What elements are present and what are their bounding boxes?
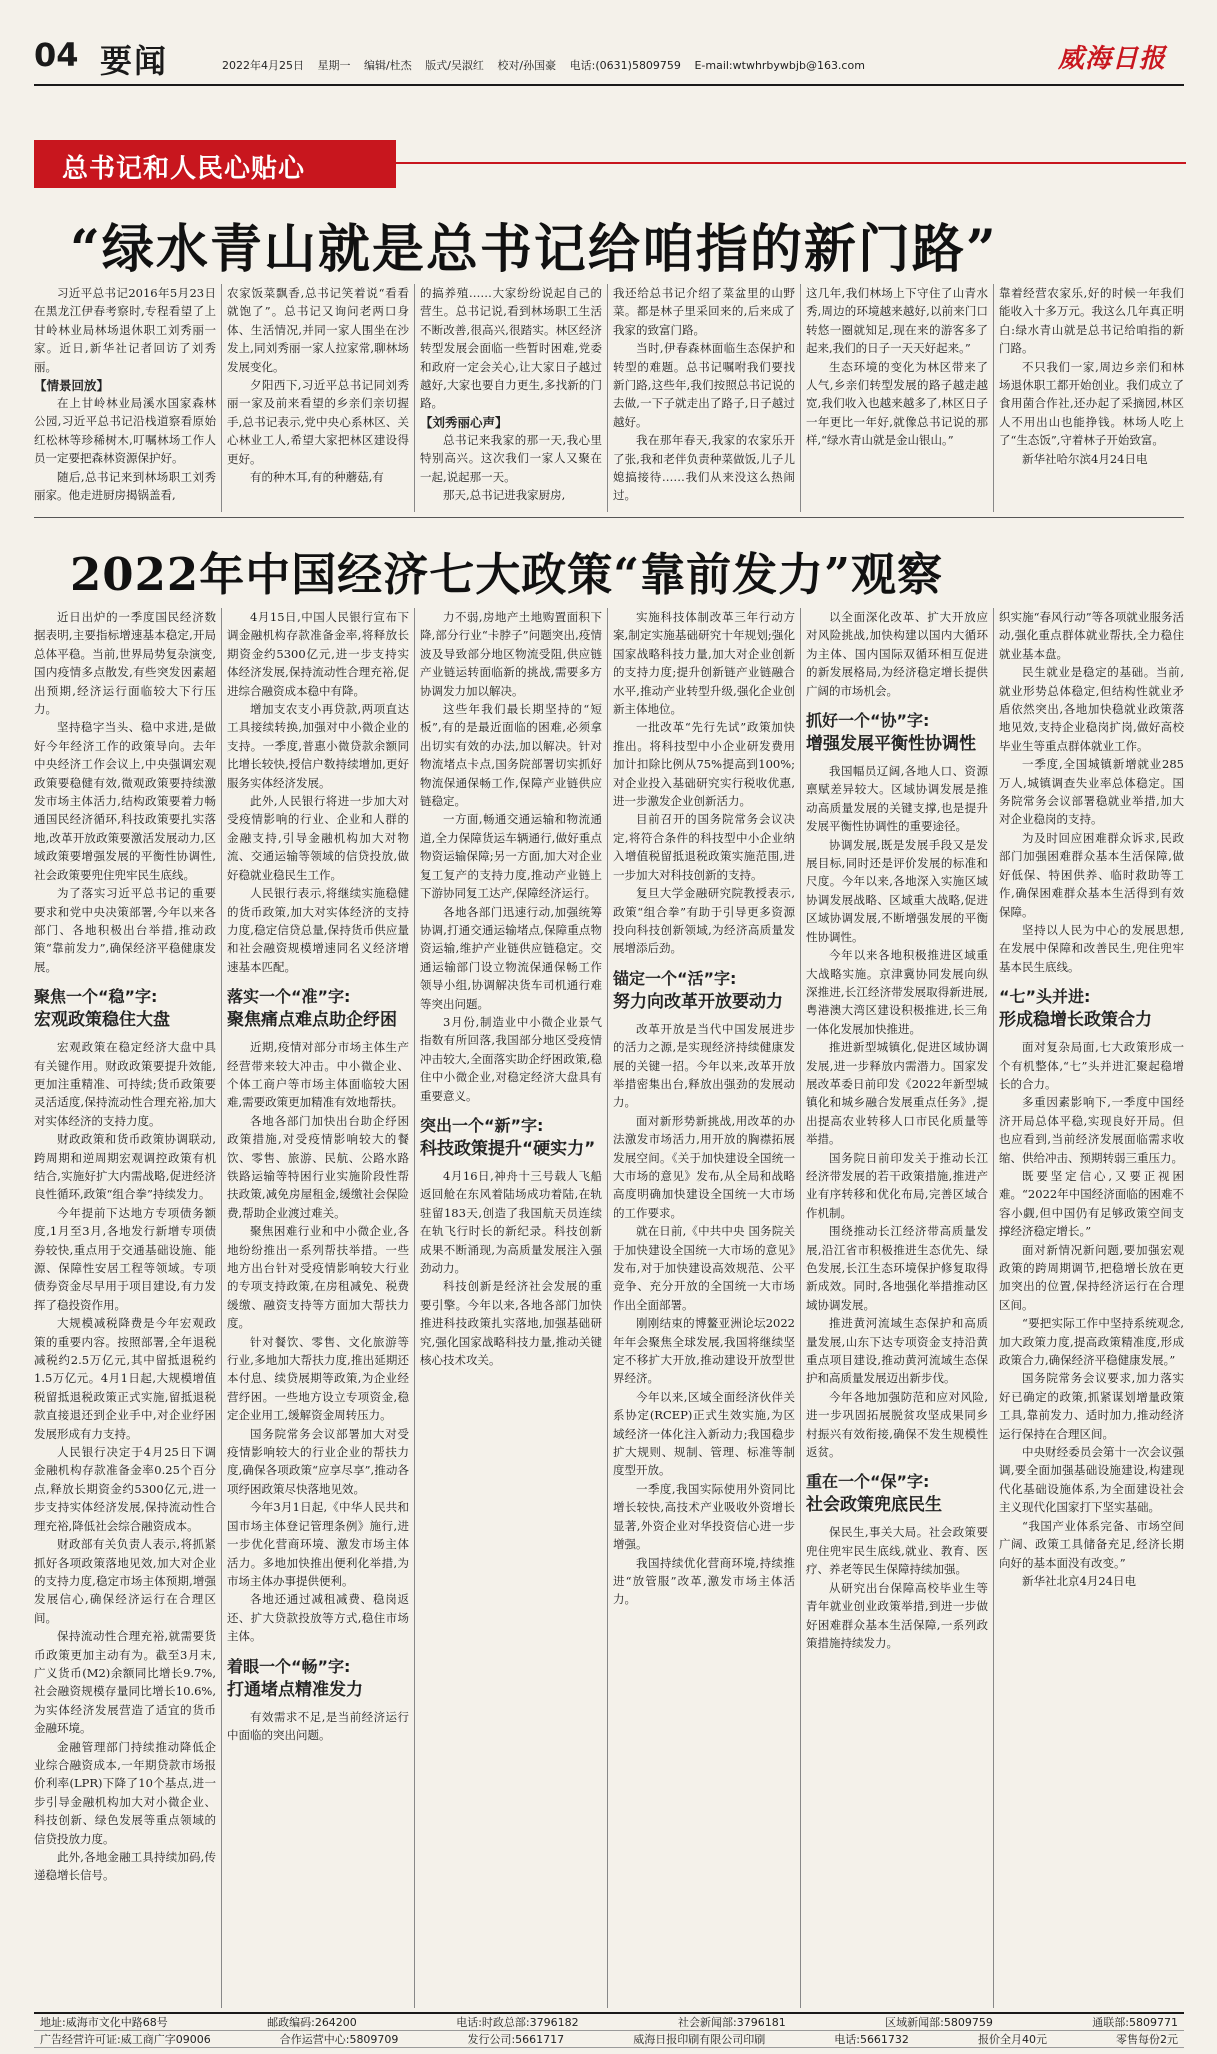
- story2-column-1: [34, 608, 216, 2008]
- footer-phone-region: 区域新闻部:5809759: [885, 2016, 993, 2029]
- email: E-mail:wtwhrbywbjb@163.com: [694, 59, 865, 72]
- footer-phone-society: 社会新闻部:3796181: [678, 2016, 786, 2029]
- paragraph: 财政政策和货币政策协调联动,跨周期和逆周期宏观调控政策有机结合,实施好扩大内需战略,促进经济良性循环,政策“组合拳”持续发力。: [34, 1132, 216, 1202]
- editor: 编辑/杜杰: [364, 59, 412, 72]
- story2-headline: 2022年中国经济七大政策“靠前发力”观察: [70, 548, 944, 601]
- paragraph: 一批改革“先行先试”政策加快推出。将科技型中小企业研发费用加计扣除比例从75%提高到100%;对企业投入基础研究实行税收优惠,进一步激发企业创新活力。: [613, 720, 795, 809]
- column-banner: 总书记和人民心贴心: [34, 140, 396, 188]
- paragraph: 目前召开的国务院常务会议决定,将符合条件的科技型中小企业纳入增值税留抵退税政策实施范围,进一步加大对科技创新的支持。: [613, 812, 795, 882]
- column-rule: [414, 284, 415, 512]
- section-heading: [420, 1115, 602, 1161]
- section-heading-kicker: 抓好一个“协”字:: [806, 711, 930, 731]
- paragraph: 在上甘岭林业局溪水国家森林公园,习近平总书记沿栈道察看原始红松林等珍稀树木,叮嘱林场工作人员一定要把森林资源保护好。: [34, 396, 216, 466]
- paragraph: 今年提前下达地方专项债务额度,1月至3月,各地发行新增专项债券较快,重点用于交通基础设施、能源、保障性安居工程等领域。专项债券资金尽早用于项目建设,有力发挥了稳投资作用。: [34, 1205, 216, 1312]
- section-heading-kicker: 落实一个“准”字:: [227, 987, 351, 1007]
- paragraph: 近期,疫情对部分市场主体生产经营带来较大冲击。中小微企业、个体工商户等市场主体面临较大困难,需要政策更加精准有效地帮扶。: [227, 1040, 409, 1110]
- column-rule: [607, 284, 608, 512]
- paragraph: 有效需求不足,是当前经济运行中面临的突出问题。: [227, 1709, 409, 1742]
- paragraph: 中央财经委员会第十一次会议强调,要全面加强基础设施建设,构建现代化基础设施体系,为全面建设社会主义现代化国家打下坚实基础。: [999, 1445, 1184, 1515]
- paragraph: 为了落实习近平总书记的重要要求和党中央决策部署,今年以来各部门、各地积极出台举措,推动政策“靠前发力”,确保经济平稳健康发展。: [34, 886, 216, 974]
- paragraph: “要把实际工作中坚持系统观念,加大政策力度,提高政策精准度,形成政策合力,确保经济平稳健康发展。”: [999, 1316, 1184, 1368]
- paragraph: 习近平总书记2016年5月23日在黑龙江伊春考察时,专程看望了上甘岭林业局林场退休职工刘秀丽一家。近日,新华社记者回访了刘秀丽。: [34, 286, 216, 374]
- paragraph: 当时,伊春森林面临生态保护和转型的难题。总书记嘱咐我们要找新门路,这些年,我们按照总书记说的去做,一下子就走出了路子,日子越过越好。: [613, 341, 795, 429]
- section-heading-title: 聚焦痛点难点助企纾困: [227, 1010, 397, 1031]
- masthead-rule: [34, 84, 1184, 86]
- section-heading-kicker: 重在一个“保”字:: [806, 1472, 930, 1492]
- section-heading: [613, 968, 795, 1014]
- paragraph: 4月15日,中国人民银行宣布下调金融机构存款准备金率,将释放长期资金约5300亿元,进一步支持实体经济发展,保持流动性合理充裕,促进综合融资成本稳中有降。: [227, 610, 409, 698]
- section-heading: [806, 1471, 988, 1517]
- footer-distribution: 发行公司:5661717: [467, 2033, 565, 2046]
- column-rule: [221, 284, 222, 512]
- story2-column-4: [613, 608, 795, 2008]
- paragraph: 有的种木耳,有的种蘑菇,有: [250, 470, 384, 485]
- paragraph: 大规模减税降费是今年宏观政策的重要内容。按照部署,全年退税减税约2.5万亿元,其中留抵退税约1.5万亿元。4月1日起,大规模增值税留抵退税政策正式实施,留抵退税款直接退还到企业手中,对企业纾困发展形成有力支持。: [34, 1316, 216, 1441]
- footer-row-1: [34, 2014, 1184, 2031]
- paragraph: 国务院常务会议部署加大对受疫情影响较大的行业企业的帮扶力度,确保各项政策“应享尽享”,推动各项纾困政策尽快落地见效。: [227, 1426, 409, 1496]
- proofreader: 校对/孙国豪: [497, 59, 557, 72]
- paragraph: 民生就业是稳定的基础。当前,就业形势总体稳定,但结构性就业矛盾依然突出,各地加快稳就业政策落地见效,支持企业稳岗扩岗,做好高校毕业生等重点群体就业工作。: [999, 665, 1184, 753]
- story2-column-6: [999, 608, 1184, 2008]
- page-number: 04: [34, 36, 79, 74]
- section-heading: [34, 986, 216, 1032]
- footer-phone-liaison: 通联部:5809771: [1092, 2016, 1178, 2029]
- column-rule: [993, 608, 994, 2008]
- paragraph: 各地各部门迅速行动,加强统筹协调,打通交通运输堵点,保障重点物资运输,维护产业链供应链稳定。交通运输部门设立物流保通保畅工作领导小组,协调解决货车司机通行难等突出问题。: [420, 904, 602, 1011]
- paragraph: 我国持续优化营商环境,持续推进“放管服”改革,激发市场主体活力。: [613, 1555, 795, 1607]
- weekday: 星期一: [317, 59, 351, 72]
- issue-date: 2022年4月25日: [222, 59, 304, 72]
- paragraph: 坚持稳字当头、稳中求进,是做好今年经济工作的政策导向。去年中央经济工作会议上,中央强调宏观政策要稳健有效,微观政策要持续激发市场主体活力,结构政策要着力畅通国民经济循环,科技政策要扎实落地,改革开放政策要激活发展动力,区域政策要增强发展的平衡性协调性,社会政策要兜住兜牢民生底线。: [34, 720, 216, 882]
- paragraph: 聚焦困难行业和中小微企业,各地纷纷推出一系列帮扶举措。一些地方出台针对受疫情影响较大行业的专项支持政策,在房租减免、税费缓缴、融资支持等方面加大帮扶力度。: [227, 1224, 409, 1331]
- column-rule: [414, 608, 415, 2008]
- paragraph: 近日出炉的一季度国民经济数据表明,主要指标增速基本稳定,开局总体平稳。当前,世界局势复杂演变,国内疫情多点散发,有些突发因素超出预期,经济运行面临较大下行压力。: [34, 610, 216, 717]
- column-rule: [800, 608, 801, 2008]
- story1-column-1: [34, 284, 216, 512]
- paragraph: 增加支农支小再贷款,两项直达工具接续转换,加强对中小微企业的支持。一季度,普惠小微贷款余额同比增长较快,授信户数持续增加,更好服务实体经济发展。: [227, 702, 409, 790]
- section-heading-kicker: 锚定一个“活”字:: [613, 968, 737, 988]
- section-heading-kicker: 聚焦一个“稳”字:: [34, 987, 158, 1007]
- section-heading-title: 努力向改革开放要动力: [613, 991, 783, 1012]
- banner-rule: [396, 162, 1186, 164]
- footer-row-2: [34, 2031, 1184, 2048]
- column-rule: [993, 284, 994, 512]
- footer-printer: 威海日报印刷有限公司印刷: [633, 2033, 766, 2046]
- paragraph: 财政部有关负责人表示,将抓紧抓好各项政策落地见效,加大对企业的支持力度,稳定市场主体预期,增强发展信心,确保经济运行在合理区间。: [34, 1537, 216, 1625]
- paragraph: 力不弱,房地产土地购置面积下降,部分行业“卡脖子”问题突出,疫情波及导致部分地区物流受阻,供应链产业链运转面临新的挑战,需要多方协调发力加以解决。: [420, 610, 602, 698]
- paragraph: 各地还通过减租减费、稳岗返还、扩大贷款投放等方式,稳住市场主体。: [227, 1592, 409, 1644]
- footer-postcode: 邮政编码:264200: [267, 2016, 357, 2029]
- paragraph: 今年以来,区域全面经济伙伴关系协定(RCEP)正式生效实施,为区域经济一体化注入新动力;我国稳步扩大规则、规制、管理、标准等制度型开放。: [613, 1389, 795, 1478]
- paragraph: 这几年,我们林场上下守住了山青水秀,周边的环境越来越好,以前来门口转悠一圈就知足,现在来的游客多了起来,我们的日子一天天好起来。”: [806, 286, 988, 356]
- paragraph: “我国产业体系完备、市场空间广阔、政策工具储备充足,经济长期向好的基本面没有改变。”: [999, 1518, 1184, 1570]
- paragraph: 此外,人民银行将进一步加大对受疫情影响的行业、企业和人群的金融支持,引导金融机构加大对物流、交通运输等领域的信贷投放,做好稳就业稳民生工作。: [227, 794, 409, 882]
- paragraph: 复旦大学金融研究院教授表示,政策“组合拳”有助于引导更多资源投向科技创新领域,为经济高质量发展增添后劲。: [613, 886, 795, 956]
- footer-printer-phone: 电话:5661732: [834, 2033, 909, 2046]
- masthead-info: [222, 57, 875, 73]
- newspaper-logo: 威海日报: [1058, 44, 1167, 74]
- paragraph: 我还给总书记介绍了菜盆里的山野菜。都是林子里采回来的,后来成了我家的致富门路。: [613, 286, 795, 337]
- section-heading-kicker: 着眼一个“畅”字:: [227, 1656, 351, 1676]
- paragraph: 以全面深化改革、扩大开放应对风险挑战,加快构建以国内大循环为主体、国内国际双循环相互促进的新发展格局,为经济稳定增长提供广阔的市场机会。: [806, 610, 988, 698]
- paragraph: 一季度,全国城镇新增就业285万人,城镇调查失业率总体稳定。国务院常务会议部署稳就业举措,加大对企业稳岗的支持。: [999, 757, 1184, 827]
- paragraph: 今年3月1日起,《中华人民共和国市场主体登记管理条例》施行,进一步优化营商环境、激发市场主体活力。多地加快推出便利化举措,为市场主体办事提供便利。: [227, 1500, 409, 1588]
- paragraph: 总书记来我家的那一天,我心里特别高兴。这次我们一家人又聚在一起,说起那一天。: [420, 432, 602, 484]
- paragraph: 国务院常务会议要求,加力落实好已确定的政策,抓紧谋划增量政策工具,靠前发力、适时加力,推动经济运行保持在合理区间。: [999, 1371, 1184, 1441]
- masthead: [0, 0, 1217, 92]
- paragraph: 人民银行表示,将继续实施稳健的货币政策,加大对实体经济的支持力度,稳定信贷总量,保持货币供应量和社会融资规模增速同名义经济增速基本匹配。: [227, 886, 409, 974]
- paragraph: 就在日前,《中共中央 国务院关于加快建设全国统一大市场的意见》发布,对于加快建设高效规范、公平竞争、充分开放的全国统一大市场作出全面部署。: [613, 1224, 795, 1312]
- story1-column-3: [420, 284, 602, 512]
- paragraph: 织实施“春风行动”等各项就业服务活动,强化重点群体就业帮扶,全力稳住就业基本盘。: [999, 610, 1184, 661]
- section-heading-title: 社会政策兜底民生: [806, 1495, 942, 1516]
- paragraph: 4月16日,神舟十三号载人飞船返回舱在东风着陆场成功着陆,在轨驻留183天,创造了我国航天员连续在轨飞行时长的新纪录。科技创新成果不断涌现,为高质量发展注入强劲动力。: [420, 1168, 602, 1275]
- paragraph: 改革开放是当代中国发展进步的活力之源,是实现经济持续健康发展的关键一招。今年以来,改革开放举措密集出台,释放出强劲的发展动力。: [613, 1021, 795, 1110]
- section-heading-title: 形成稳增长政策合力: [999, 1010, 1152, 1031]
- story2-column-2: [227, 608, 409, 2008]
- paragraph: 人民银行决定于4月25日下调金融机构存款准备金率0.25个百分点,释放长期资金约5300亿元,进一步支持实体经济发展,保持流动性合理充裕,降低社会综合融资成本。: [34, 1445, 216, 1533]
- paragraph: 针对餐饮、零售、文化旅游等行业,多地加大帮扶力度,推出延期还本付息、续贷展期等政策,为企业经营纾困。一些地方设立专项资金,稳定企业用工,缓解资金周转压力。: [227, 1334, 409, 1423]
- paragraph: 多重因素影响下,一季度中国经济开局总体平稳,实现良好开局。但也应看到,当前经济发展面临需求收缩、供给冲击、预期转弱三重压力。: [999, 1095, 1184, 1165]
- paragraph: 一方面,畅通交通运输和物流通道,全力保障货运车辆通行,做好重点物资运输保障;另一方面,加大对企业复工复产的支持力度,推动产业链上下游协同复工达产,保障经济运行。: [420, 812, 602, 901]
- paragraph: 新华社北京4月24日电: [1022, 1573, 1136, 1588]
- footer-monthly-price: 报价全月40元: [977, 2033, 1047, 2046]
- column-rule: [607, 608, 608, 2008]
- story1-headline: “绿水青山就是总书记给咱指的新门路”: [70, 219, 998, 280]
- paragraph: 既要坚定信心,又要正视困难。“2022年中国经济面临的困难不容小觑,但中国仍有足够政策空间支撑经济稳定增长。”: [999, 1168, 1184, 1239]
- section-heading-kicker: “七”头并进:: [999, 987, 1091, 1007]
- paragraph: 这些年我们最长期坚持的“短板”,有的是最近面临的困难,必须拿出切实有效的办法,加以解决。针对物流堵点卡点,国务院部署切实抓好物流保通保畅工作,保障产业链供应链稳定。: [420, 702, 602, 809]
- section-heading-title: 宏观政策稳住大盘: [34, 1010, 170, 1031]
- section-heading: [999, 986, 1184, 1032]
- footer-ad-center: 合作运营中心:5809709: [279, 2033, 399, 2046]
- paragraph: 今年以来各地积极推进区域重大战略实施。京津冀协同发展向纵深推进,长江经济带发展取得新进展,粤港澳大湾区建设积极推进,长三角一体化发展加快推进。: [806, 948, 988, 1036]
- column-rule: [221, 608, 222, 2008]
- paragraph: 国务院日前印发关于推动长江经济带发展的若干政策措施,推进产业有序转移和优化布局,完善区域合作机制。: [806, 1150, 988, 1220]
- paragraph: 夕阳西下,习近平总书记同刘秀丽一家及前来看望的乡亲们亲切握手,总书记表示,党中央心系林区、关心林业工人,希望大家把林区建设得更好。: [227, 378, 409, 466]
- footer-address: 地址:威海市文化中路68号: [40, 2016, 168, 2029]
- paragraph: 为及时回应困难群众诉求,民政部门加强困难群众基本生活保障,做好低保、特困供养、临时救助等工作,确保困难群众基本生活得到有效保障。: [999, 830, 1184, 919]
- paragraph: 那天,总书记进我家厨房,: [443, 488, 566, 503]
- footer-retail-price: 零售每份2元: [1116, 2033, 1178, 2046]
- paragraph: 一季度,我国实际使用外资同比增长较快,高技术产业吸收外资增长显著,外资企业对华投资信心进一步增强。: [613, 1481, 795, 1552]
- section-heading-kicker: 突出一个“新”字:: [420, 1115, 544, 1135]
- paragraph: 3月份,制造业中小微企业景气指数有所回落,我国部分地区受疫情冲击较大,全面落实助企纾困政策,稳住中小微企业,对稳定经济大盘具有重要意义。: [420, 1014, 602, 1103]
- paragraph: 随后,总书记来到林场职工刘秀丽家。他走进厨房揭锅盖看,: [34, 469, 216, 503]
- paragraph: 坚持以人民为中心的发展思想,在发展中保障和改善民生,兜住兜牢基本民生底线。: [999, 922, 1184, 974]
- section-heading: [227, 986, 409, 1032]
- paragraph: 协调发展,既是发展手段又是发展目标,同时还是评价发展的标准和尺度。今年以来,各地深入实施区域协调发展战略、区域重大战略,促进区域协调发展,不断增强发展的平衡性协调性。: [806, 837, 988, 944]
- phone: 电话:(0631)5809759: [569, 59, 681, 72]
- paragraph: 刚刚结束的博鳌亚洲论坛2022年年会聚焦全球发展,我国将继续坚定不移扩大开放,推动建设开放型世界经济。: [613, 1316, 795, 1386]
- paragraph: 推进黄河流域生态保护和高质量发展,山东下达专项资金支持沿黄重点项目建设,推动黄河流域生态保护和高质量发展迈出新步伐。: [806, 1316, 988, 1386]
- section-heading-title: 科技政策提升“硬实力”: [420, 1138, 596, 1159]
- paragraph: 面对新情况新问题,要加强宏观政策的跨周期调节,把稳增长放在更加突出的位置,保持经济运行在合理区间。: [999, 1242, 1184, 1312]
- section-heading-title: 打通堵点精准发力: [227, 1679, 363, 1700]
- paragraph: 科技创新是经济社会发展的重要引擎。今年以来,各地各部门加快推进科技政策扎实落地,加强基础研究,强化国家战略科技力量,推动关键核心技术攻关。: [420, 1279, 602, 1368]
- paragraph: 面对新形势新挑战,用改革的办法激发市场活力,用开放的胸襟拓展发展空间。《关于加快建设全国统一大市场的意见》发布,从全局和战略高度明确加快建设全国统一大市场的工作要求。: [613, 1113, 795, 1220]
- story-divider: [34, 517, 1184, 518]
- section-title: 要闻: [100, 42, 169, 80]
- paragraph: 农家饭菜飘香,总书记笑着说“看看就饱了”。总书记又询问老两口身体、生活情况,并同一家人围坐在沙发上,同刘秀丽一家人拉家常,聊林场发展变化。: [227, 286, 409, 374]
- paragraph: 生态环境的变化为林区带来了人气,乡亲们转型发展的路子越走越宽,我们收入也越来越多了,林区日子一年更比一年好,就像总书记说的那样,“绿水青山就是金山银山。”: [806, 359, 988, 448]
- paragraph: 此外,各地金融工具持续加码,传递稳增长信号。: [34, 1850, 216, 1883]
- section-heading: [227, 1656, 409, 1702]
- paragraph: 不只我们一家,周边乡亲们和林场退休职工都开始创业。我们成立了食用菌合作社,还办起了采摘园,林区人不用出山也能挣钱。林场人吃上了“生态饭”,守着林子开始致富。: [999, 359, 1184, 448]
- paragraph: 保民生,事关大局。社会政策要兜住兜牢民生底线,就业、教育、医疗、养老等民生保障持续加强。: [806, 1525, 988, 1577]
- paragraph: 我在那年春天,我家的农家乐开了张,我和老伴负责种菜做饭,儿子儿媳搞接待……我们从来没这么热闹过。: [613, 433, 795, 503]
- paragraph: 宏观政策在稳定经济大盘中具有关键作用。财政政策要提升效能,更加注重精准、可持续;货币政策要灵活适度,保持流动性合理充裕,加大对实体经济的支持力度。: [34, 1040, 216, 1128]
- subhead: 【刘秀丽心声】: [420, 414, 508, 430]
- layout-editor: 版式/吴淑红: [425, 59, 484, 72]
- section-heading: [806, 710, 988, 756]
- column-rule: [800, 284, 801, 512]
- footer-license: 广告经营许可证:威工商广字09006: [40, 2033, 211, 2046]
- paragraph: 推进新型城镇化,促进区域协调发展,进一步释放内需潜力。国家发展改革委日前印发《2022年新型城镇化和城乡融合发展重点任务》,提出提高农业转移人口市民化质量等举措。: [806, 1040, 988, 1147]
- paragraph: 从研究出台保障高校毕业生等青年就业创业政策举措,到进一步做好困难群众基本生活保障,一系列政策措施持续发力。: [806, 1580, 988, 1650]
- paragraph: 各地各部门加快出台助企纾困政策措施,对受疫情影响较大的餐饮、零售、旅游、民航、公路水路铁路运输等特困行业实施阶段性帮扶政策,减免房屋租金,缓缴社会保险费,帮助企业渡过难关。: [227, 1113, 409, 1220]
- paragraph: 保持流动性合理充裕,就需要货币政策更加主动有为。截至3月末,广义货币(M2)余额同比增长9.7%,社会融资规模存量同比增长10.6%,为实体经济发展营造了适宜的货币金融环境。: [34, 1629, 216, 1736]
- section-heading-title: 增强发展平衡性协调性: [806, 734, 976, 755]
- story1-column-6: [999, 284, 1184, 512]
- story1-column-2: [227, 284, 409, 512]
- paragraph: 今年各地加强防范和应对风险,进一步巩固拓展脱贫攻坚成果同乡村振兴有效衔接,确保不发生规模性返贫。: [806, 1389, 988, 1460]
- paragraph: 我国幅员辽阔,各地人口、资源禀赋差异较大。区域协调发展是推动高质量发展的关键支撑,也是提升发展平衡性协调性的重要途径。: [806, 764, 988, 834]
- paragraph: 围绕推动长江经济带高质量发展,沿江省市积极推进生态优先、绿色发展,长江生态环境保护修复取得新成效。同时,各地强化举措推动区域协调发展。: [806, 1224, 988, 1312]
- paragraph: 靠着经营农家乐,好的时候一年我们能收入十多万元。我这么几年真正明白:绿水青山就是总书记给咱指的新门路。: [999, 286, 1184, 356]
- paragraph: 金融管理部门持续推动降低企业综合融资成本,一年期贷款市场报价利率(LPR)下降了10个基点,进一步引导金融机构加大对小微企业、科技创新、绿色发展等重点领域的信贷投放力度。: [34, 1739, 216, 1846]
- story2-column-3: [420, 608, 602, 2008]
- paragraph: 新华社哈尔滨4月24日电: [1022, 451, 1148, 466]
- story1-column-4: [613, 284, 795, 512]
- paragraph: 面对复杂局面,七大政策形成一个有机整体,“七”头并进汇聚起稳增长的合力。: [999, 1040, 1184, 1091]
- footer: [34, 2012, 1184, 2048]
- story2-column-5: [806, 608, 988, 2008]
- paragraph: 实施科技体制改革三年行动方案,制定实施基础研究十年规划;强化国家战略科技力量,加大对企业创新的支持力度;提升创新链产业链融合水平,推动产业转型升级,强化企业创新主体地位。: [613, 610, 795, 717]
- paragraph: 的搞养殖……大家纷纷说起自己的营生。总书记说,看到林场职工生活不断改善,很高兴,很踏实。林区经济转型发展会面临一些暂时困难,党委和政府一定会关心,让大家日子越过越好,大家也要自力更生,多找新的门路。: [420, 286, 602, 411]
- subhead: 【情景回放】: [34, 378, 110, 394]
- story1-column-5: [806, 284, 988, 512]
- footer-phone-politics: 电话:时政总部:3796182: [456, 2016, 579, 2029]
